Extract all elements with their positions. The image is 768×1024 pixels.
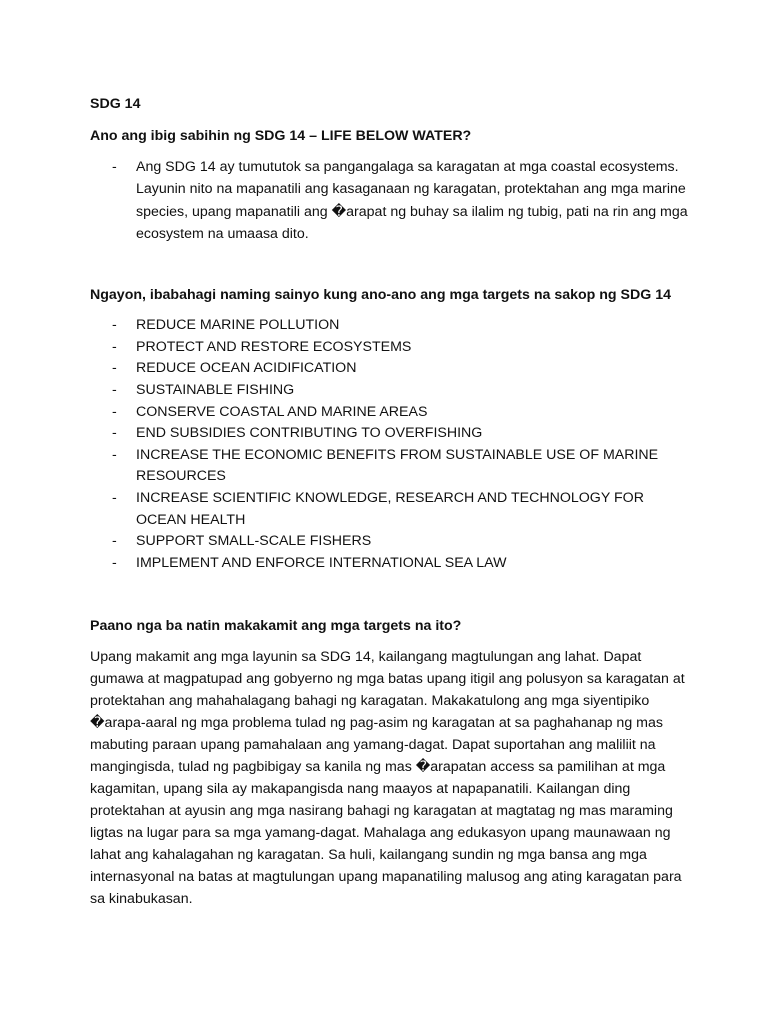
target-item	[90, 380, 690, 402]
definition-question-heading: Ano ang ibig sabihin ng SDG 14 – LIFE BELOW WATER?	[90, 128, 472, 144]
target-text: CONSERVE COASTAL AND MARINE AREAS	[136, 403, 428, 420]
target-item	[90, 531, 690, 553]
targets-list	[90, 315, 690, 574]
dash-bullet: -	[112, 554, 117, 571]
target-text: REDUCE OCEAN ACIDIFICATION	[136, 360, 357, 377]
dash-bullet: -	[112, 533, 117, 550]
definition-list	[90, 156, 690, 245]
how-to-achieve-heading: Paano nga ba natin makakamit ang mga targets na ito?	[90, 618, 462, 635]
definition-text: Ang SDG 14 ay tumututok sa pangangalaga sa karagatan at mga coastal ecosystems. Layunin nito na mapanatili ang kasaganaan ng karagatan, protektahan ang mga marine species, upang mapanatili ang �arapat ng buhay sa ilalim ng tubig, pati na rin ang mga ecosystem na umaasa dito.	[136, 159, 688, 242]
target-item	[90, 315, 690, 337]
target-text: PROTECT AND RESTORE ECOSYSTEMS	[136, 338, 412, 355]
target-text: REDUCE MARINE POLLUTION	[136, 317, 340, 334]
closing-paragraph: Upang makamit ang mga layunin sa SDG 14, kailangang magtulungan ang lahat. Dapat gumawa at magpatupad ang gobyerno ng mga batas upang itigil ang polusyon sa karagatan at protektahan ang mahahalagang bahagi ng karagatan. Makakatulong ang mga siyentipiko �arapa-aaral ng mga problema tulad ng pag-asim ng karagatan at sa paghahanap ng mas mabuting paraan upang pamahalaan ang yamang-dagat. Dapat suportahan ang maliliit na mangingisda, tulad ng pagbibigay sa kanila ng mas �arapatan access sa pamilihan at mga kagamitan, upang sila ay makapangisda nang maayos at napapanatili. Kailangan ding protektahan at ayusin ang mga nasirang bahagi ng karagatan at magtatag ng mas maraming ligtas na lugar para sa mga yamang-dagat. Mahalaga ang edukasyon upang maunawaan ng lahat ang kahalagahan ng karagatan. Sa huli, kailangang sundin ng mga bansa ang mga internasyonal na batas at magtulungan upang mapanatiling malusog ang ating karagatan para sa kinabukasan.	[90, 649, 685, 908]
document-page	[90, 93, 690, 910]
dash-bullet: -	[112, 425, 117, 442]
dash-bullet: -	[112, 381, 117, 398]
target-item	[90, 445, 690, 488]
dash-bullet: -	[112, 360, 117, 377]
target-text: SUPPORT SMALL-SCALE FISHERS	[136, 533, 372, 550]
dash-bullet: -	[112, 159, 117, 175]
dash-bullet: -	[112, 403, 117, 420]
document-title: SDG 14	[90, 96, 141, 112]
target-item	[90, 488, 690, 531]
target-text: END SUBSIDIES CONTRIBUTING TO OVERFISHING	[136, 425, 483, 442]
definition-list-item	[90, 156, 690, 245]
targets-heading: Ngayon, ibabahagi naming sainyo kung ano-ano ang mga targets na sakop ng SDG 14	[90, 287, 672, 304]
target-item	[90, 402, 690, 424]
target-item	[90, 337, 690, 359]
dash-bullet: -	[112, 317, 117, 334]
target-text: INCREASE THE ECONOMIC BENEFITS FROM SUSTAINABLE USE OF MARINE RESOURCES	[136, 446, 659, 485]
target-item	[90, 423, 690, 445]
target-item	[90, 358, 690, 380]
target-text: INCREASE SCIENTIFIC KNOWLEDGE, RESEARCH AND TECHNOLOGY FOR OCEAN HEALTH	[136, 489, 644, 528]
dash-bullet: -	[112, 489, 117, 506]
target-text: IMPLEMENT AND ENFORCE INTERNATIONAL SEA LAW	[136, 554, 507, 571]
dash-bullet: -	[112, 338, 117, 355]
dash-bullet: -	[112, 446, 117, 463]
target-text: SUSTAINABLE FISHING	[136, 381, 295, 398]
target-item	[90, 553, 690, 575]
